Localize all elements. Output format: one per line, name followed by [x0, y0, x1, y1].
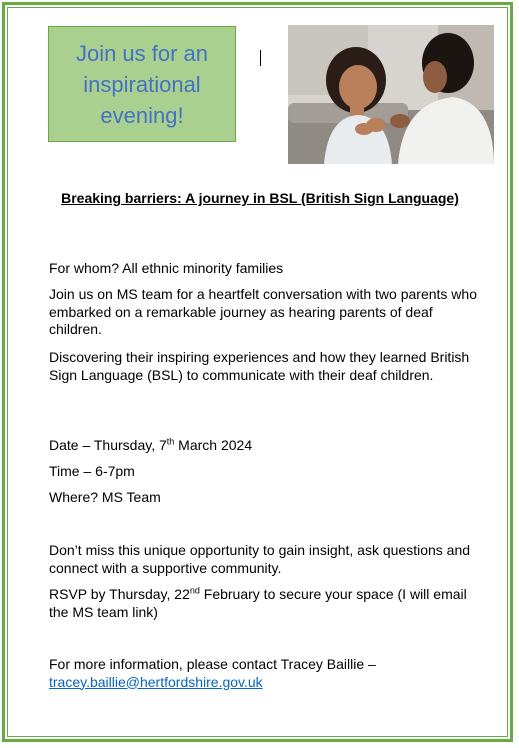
discover-text: Discovering their inspiring experiences and how they learned British Sign Language (BSL) to communicate with their deaf children. — [49, 349, 470, 383]
date-prefix: Date – Thursday, 7 — [49, 437, 167, 453]
date-rest: March 2024 — [174, 437, 253, 453]
date-text — [49, 437, 489, 455]
rsvp-rest: February to secure your space (I will email the MS team link) — [49, 586, 467, 620]
rsvp-prefix: RSVP by Thursday, 22 — [49, 586, 190, 602]
event-heading: Breaking barriers: A journey in BSL (British Sign Language) — [61, 190, 459, 206]
contact-label: For more information, please contact Tracey Baillie – — [49, 656, 376, 672]
photo-sign-language — [288, 25, 494, 164]
promo-text: Join us for an inspirational evening! — [75, 40, 209, 128]
rsvp-text — [49, 586, 489, 621]
where-text: Where? MS Team — [49, 489, 161, 505]
dont-miss-text: Don’t miss this unique opportunity to gain insight, ask questions and connect with a supportive community. — [49, 542, 471, 576]
promo-box — [48, 26, 236, 142]
time-text: Time – 6-7pm — [49, 463, 135, 479]
text-cursor — [260, 50, 261, 66]
contact-text — [49, 656, 489, 691]
email-link[interactable]: tracey.baillie@hertfordshire.gov.uk — [49, 673, 263, 690]
date-suffix: th — [166, 436, 175, 447]
photo-illustration — [288, 25, 494, 164]
rsvp-suffix: nd — [189, 585, 200, 596]
for-whom-text: For whom? All ethnic minority families — [49, 260, 284, 276]
intro-text: Join us on MS team for a heartfelt conversation with two parents who embarked on a remarkable journey as hearing parents of deaf children. — [49, 286, 477, 337]
